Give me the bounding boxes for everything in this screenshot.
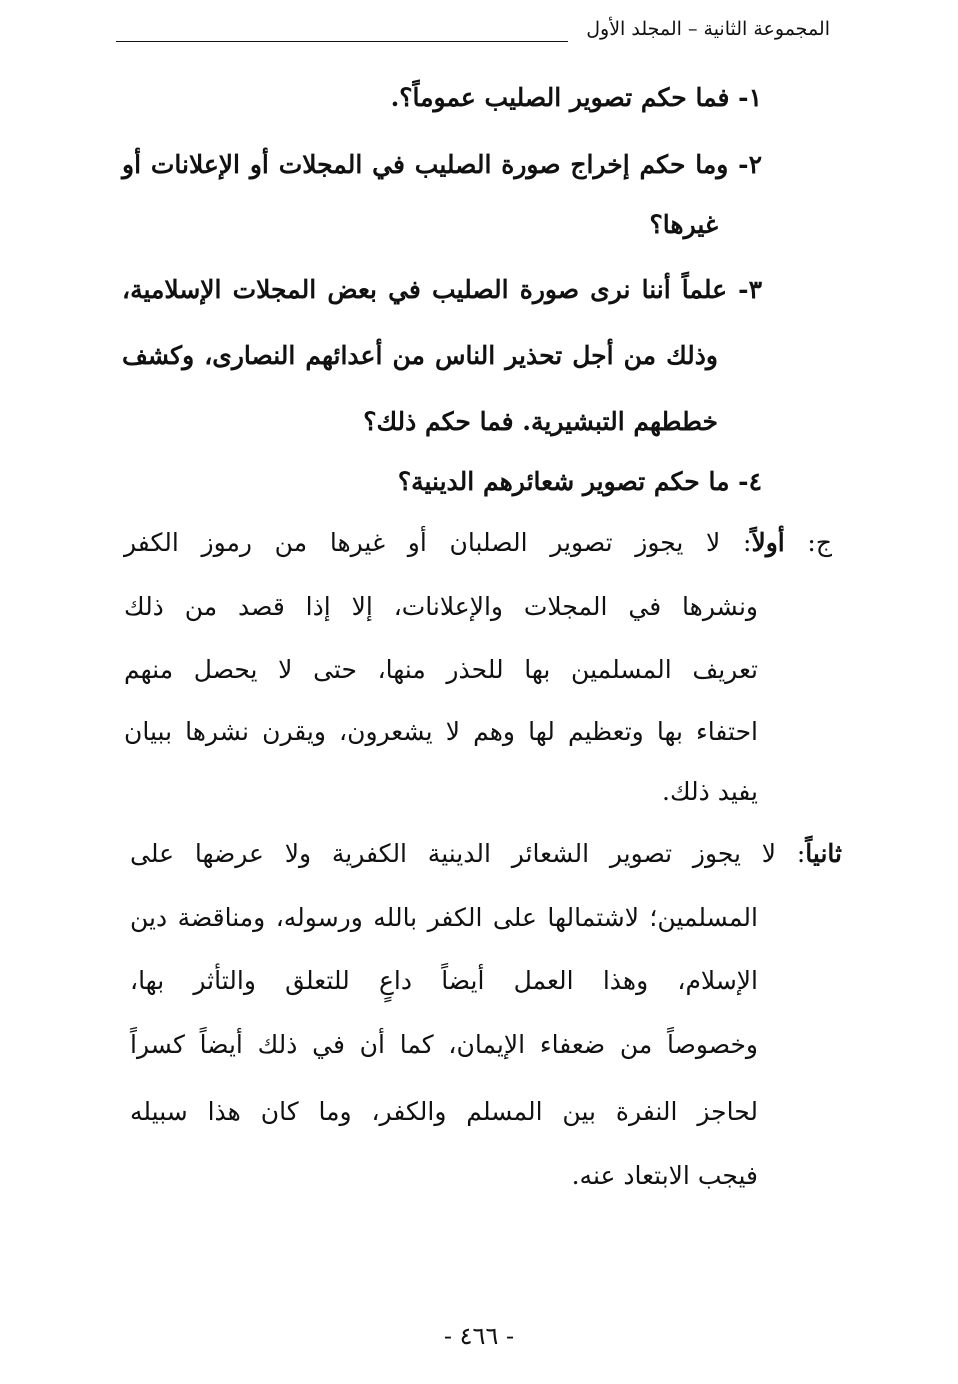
question-1: ١- فما حكم تصوير الصليب عموماً؟. [390, 83, 762, 112]
page-number: - ٤٦٦ - [443, 1322, 515, 1350]
header-rule [116, 41, 568, 42]
running-header [116, 14, 830, 54]
answer-second-line-1 [130, 834, 842, 874]
question-3-line-1: ٣- علماً أننا نرى صورة الصليب في بعض المجلات الإسلامية، [122, 275, 762, 304]
running-title: المجموعة الثانية – المجلد الأول [582, 14, 830, 44]
answer-second-label: ثانياً [805, 839, 842, 868]
answer-second-line-3: الإسلام، وهذا العمل أيضاً داعٍ للتعلق والتأثر بها، [130, 966, 758, 995]
answer-second-line-2: المسلمين؛ لاشتمالها على الكفر بالله ورسوله، ومناقضة دين [130, 903, 758, 932]
answer-first-line-3: تعريف المسلمين بها للحذر منها، حتى لا يحصل منهم [124, 655, 758, 684]
question-4: ٤- ما حكم تصوير شعائرهم الدينية؟ [397, 467, 762, 496]
answer-second-line-5: لحاجز النفرة بين المسلم والكفر، وما كان هذا سبيله [130, 1097, 758, 1126]
answer-second-text: : لا يجوز تصوير الشعائر الدينية الكفرية ولا عرضها على [130, 839, 806, 868]
answer-second-line-4: وخصوصاً من ضعفاء الإيمان، كما أن في ذلك أيضاً كسراً [130, 1030, 758, 1059]
question-2-line-1: ٢- وما حكم إخراج صورة الصليب في المجلات أو الإعلانات أو [122, 150, 762, 179]
answer-first-label: أولاً [751, 528, 785, 557]
answer-first-line-2: ونشرها في المجلات والإعلانات، إلا إذا قصد من ذلك [124, 592, 758, 621]
answer-first-text: : لا يجوز تصوير الصلبان أو غيرها من رموز الكفر [124, 528, 752, 557]
question-3-line-2: وذلك من أجل تحذير الناس من أعدائهم النصارى، وكشف [122, 341, 718, 370]
answer-first-line-1 [124, 523, 832, 563]
answer-first-line-5: يفيد ذلك. [662, 777, 758, 806]
question-3-line-3: خططهم التبشيرية. فما حكم ذلك؟ [363, 407, 718, 436]
answer-first-line-4: احتفاء بها وتعظيم لها وهم لا يشعرون، ويقرن نشرها ببيان [124, 717, 758, 746]
answer-prefix: ج: [784, 528, 832, 557]
answer-second-line-6: فيجب الابتعاد عنه. [571, 1161, 758, 1190]
question-2-line-2: غيرها؟ [649, 210, 718, 239]
